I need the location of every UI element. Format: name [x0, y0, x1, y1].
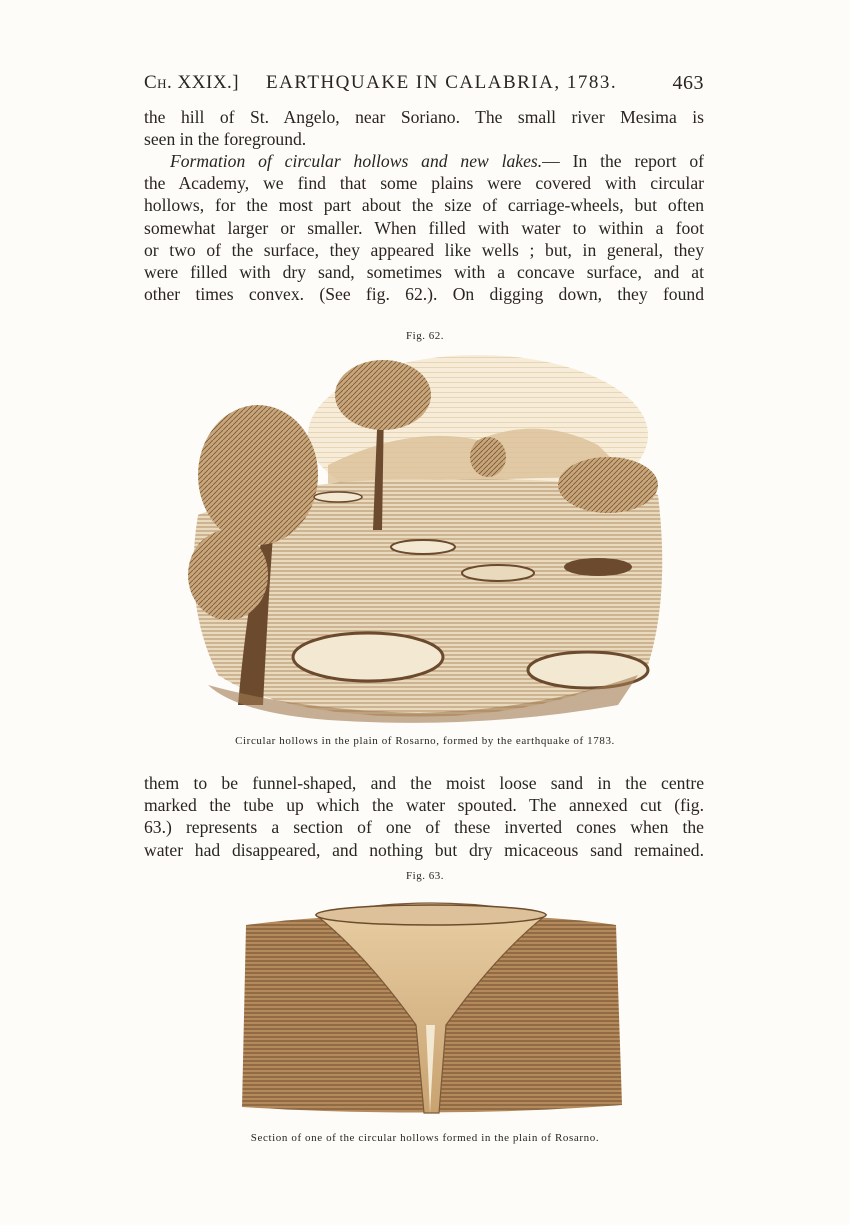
hollow-center: [462, 565, 534, 581]
text-line: seen in the foreground.: [144, 129, 307, 150]
page-number: 463: [672, 72, 704, 94]
hollow-rim: [316, 905, 546, 925]
text-line: the hill of St. Angelo, near Soriano. The small river Mesima is: [144, 107, 704, 127]
text-line: water had disappeared, and nothing but dry micaceous sand remained.: [144, 839, 704, 860]
text-line: or two of the surface, they appeared like wells ; but, in general, they: [144, 239, 704, 260]
text-line: [144, 150, 704, 172]
distant-tree: [470, 437, 506, 477]
text-line: were filled with dry sand, sometimes with a concave surface, and at: [144, 261, 704, 282]
figure-63-caption: Section of one of the circular hollows formed in the plain of Rosarno.: [250, 1132, 600, 1144]
heading-continuation: — In the report of: [542, 151, 704, 171]
running-title: EARTHQUAKE IN CALABRIA, 1783.: [266, 72, 618, 93]
text-line: the Academy, we find that some plains were covered with circular: [144, 173, 704, 194]
hollow-large: [293, 633, 443, 681]
text-line: marked the tube up which the water spouted. The annexed cut (fig.: [144, 795, 704, 816]
figure-62-label: Fig. 62.: [406, 330, 444, 342]
figure-62-engraving: [178, 345, 670, 725]
running-head: [144, 72, 704, 98]
chapter-label: Ch. XXIX.]: [144, 72, 240, 93]
figure-63-engraving: [236, 895, 626, 1123]
text-line: other times convex. (See fig. 62.). On digging down, they found: [144, 284, 704, 305]
paragraph-funnel-shaped: [144, 772, 704, 861]
left-bush: [188, 530, 268, 620]
right-bushes: [558, 457, 658, 513]
text-line: hollows, for the most part about the size of carriage-wheels, but often: [144, 195, 704, 216]
middle-tree-foliage: [335, 360, 431, 430]
text-line: somewhat larger or smaller. When filled with water to within a foot: [144, 217, 704, 238]
section-heading: Formation of circular hollows and new lakes.: [170, 151, 543, 171]
paragraph-circular-hollows: [144, 150, 704, 305]
hollow-distant: [314, 492, 362, 502]
figure-63-label: Fig. 63.: [406, 870, 444, 882]
figure-62-caption: Circular hollows in the plain of Rosarno, formed by the earthquake of 1783.: [235, 735, 615, 747]
text-line: them to be funnel-shaped, and the moist loose sand in the centre: [144, 773, 704, 793]
left-tree-foliage: [198, 405, 318, 545]
hollow-far-right: [564, 558, 632, 576]
paragraph-continued: [144, 106, 704, 150]
text-line: 63.) represents a section of one of these inverted cones when the: [144, 817, 704, 838]
hollow-mid: [391, 540, 455, 554]
